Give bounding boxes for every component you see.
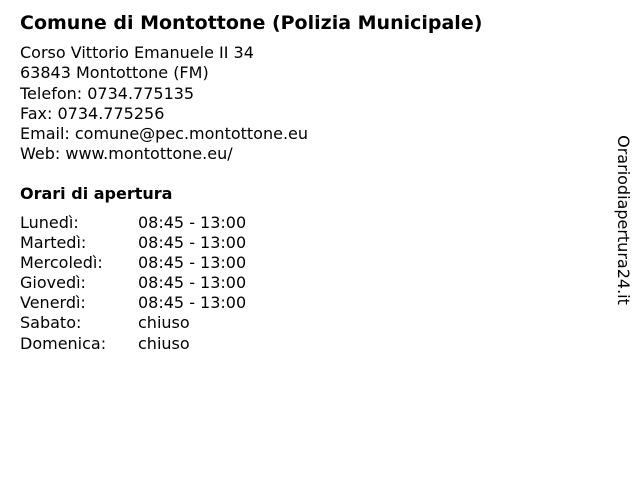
day-label: Venerdì: [20, 293, 86, 313]
day-label: Sabato: [20, 313, 82, 333]
street-address: Corso Vittorio Emanuele II 34 [20, 43, 254, 62]
phone-number: Telefon: 0734.775135 [20, 83, 195, 103]
time-value: 08:45 - 13:00 [138, 233, 247, 253]
day-label: Domenica: [20, 333, 107, 353]
website: Web: www.montottone.eu/ [20, 144, 233, 164]
time-value: chiuso [138, 313, 190, 333]
opening-hours-heading: Orari di apertura [20, 184, 173, 203]
time-value: 08:45 - 13:00 [138, 293, 247, 313]
time-value: 08:45 - 13:00 [138, 213, 247, 232]
day-label: Mercoledì: [20, 253, 103, 273]
day-label: Lunedì: [20, 213, 79, 232]
time-value: 08:45 - 13:00 [138, 253, 247, 273]
site-watermark-label: Orariodiapertura24.it [614, 135, 633, 305]
page-title: Comune di Montottone (Polizia Municipale) [20, 12, 483, 34]
address-block [20, 43, 308, 165]
day-label: Giovedì: [20, 273, 86, 293]
email-address: Email: comune@pec.montottone.eu [20, 124, 309, 144]
fax-number: Fax: 0734.775256 [20, 103, 165, 123]
day-label: Martedì: [20, 233, 87, 253]
city-address: 63843 Montottone (FM) [20, 63, 209, 83]
time-value: chiuso [138, 333, 190, 353]
time-value: 08:45 - 13:00 [138, 273, 247, 293]
